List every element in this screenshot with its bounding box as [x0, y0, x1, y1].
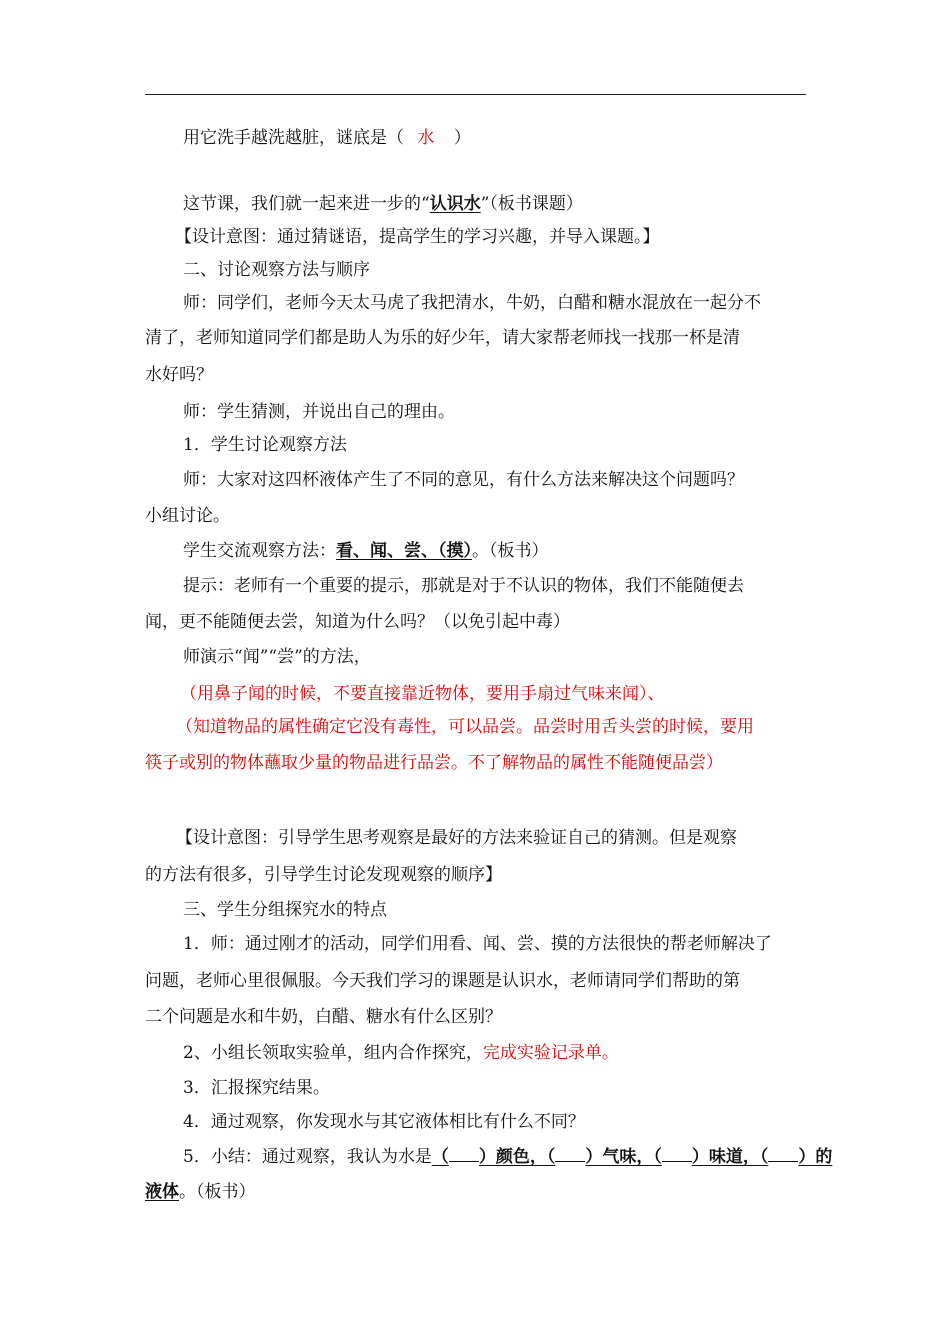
fill-blank-4 — [768, 1145, 798, 1162]
blank-label-of: ）的 — [798, 1147, 833, 1167]
liquid-word: 液体 — [145, 1182, 179, 1202]
teacher-paragraph-3-line-1: 师：大家对这四杯液体产生了不同的意见，有什么方法来解决这个问题吗？ — [183, 470, 744, 490]
taste-note-line-1: （知道物品的属性确定它没有毒性，可以品尝。品尝时用舌头尝的时候，要用 — [176, 717, 754, 737]
exchange-text: 学生交流观察方法： — [183, 541, 336, 561]
fill-blank-3 — [662, 1145, 692, 1162]
teacher-paragraph-3-line-2: 小组讨论。 — [145, 506, 230, 526]
s3-item-1-line-3: 二个问题是水和牛奶，白醋、糖水有什么区别？ — [145, 1007, 502, 1027]
section-3-heading: 三、学生分组探究水的特点 — [183, 900, 387, 920]
s3-item-2-text: 2、小组长领取实验单，组内合作探究， — [183, 1043, 483, 1063]
riddle-close: ） — [453, 128, 471, 148]
observation-methods: 看、闻、尝、（摸） — [336, 541, 472, 561]
taste-note-line-2: 筷子或别的物体蘸取少量的物品进行品尝。不了解物品的属性不能随便品尝） — [145, 753, 723, 773]
exchange-board-note: 。（板书） — [472, 541, 549, 561]
s3-item-1-line-1: 1．师：通过刚才的活动，同学们用看、闻、尝、摸的方法很快的帮老师解决了 — [183, 934, 772, 954]
design-intent-2-line-2: 的方法有很多，引导学生讨论发现观察的顺序】 — [145, 865, 502, 885]
riddle-answer: 水 — [417, 128, 435, 148]
smell-note: （用鼻子闻的时候，不要直接靠近物体，要用手扇过气味来闻）、 — [180, 684, 665, 704]
blank-label-smell: ）气味，（ — [585, 1147, 662, 1167]
teacher-paragraph-2: 师：学生猜测，并说出自己的理由。 — [183, 402, 455, 422]
s3-item-5-text: 5．小结：通过观察，我认为水是 — [183, 1147, 432, 1167]
fill-blank-2 — [555, 1145, 585, 1162]
header-rule — [145, 94, 806, 95]
s3-item-4: 4．通过观察，你发现水与其它液体相比有什么不同？ — [183, 1112, 585, 1132]
design-intent-1: 【设计意图：通过猜谜语，提高学生的学习兴趣，并导入课题。】 — [175, 227, 660, 247]
lesson-title: 认识水 — [429, 194, 481, 214]
section-2-heading: 二、讨论观察方法与顺序 — [183, 260, 370, 280]
item-1-heading: 1．学生讨论观察方法 — [183, 435, 347, 455]
tip-line-1: 提示：老师有一个重要的提示，那就是对于不认识的物体，我们不能随便去 — [183, 576, 744, 596]
blank-label-taste: ）味道，（ — [691, 1147, 769, 1167]
s3-item-5-board-note: 。（板书） — [179, 1182, 256, 1202]
blank-label-color: ）颜色，（ — [478, 1147, 556, 1167]
teacher-paragraph-1-line-1: 师：同学们，老师今天太马虎了我把清水，牛奶，白醋和糖水混放在一起分不 — [183, 293, 761, 313]
exchange-line — [183, 540, 815, 562]
teacher-paragraph-1-line-2: 清了，老师知道同学们都是助人为乐的好少年，请大家帮老师找一找那一杯是清 — [145, 328, 740, 348]
intro-line — [183, 193, 815, 215]
blank-open-1: （ — [431, 1147, 449, 1167]
teacher-paragraph-1-line-3: 水好吗？ — [145, 365, 213, 385]
s3-item-5-line-1 — [183, 1145, 833, 1168]
s3-item-3: 3．汇报探究结果。 — [183, 1078, 330, 1098]
demo-line: 师演示“闻”“尝”的方法， — [183, 647, 371, 667]
intro-text: 这节课，我们就一起来进一步的“ — [183, 194, 430, 214]
intro-board-note: ”（板书课题） — [480, 194, 583, 214]
tip-line-2: 闻，更不能随便去尝，知道为什么吗？（以免引起中毒） — [145, 612, 570, 632]
s3-item-5-line-2 — [145, 1181, 815, 1203]
design-intent-2-line-1: 【设计意图：引导学生思考观察是最好的方法来验证自己的猜测。但是观察 — [176, 828, 737, 848]
s3-item-2-red-text: 完成实验记录单。 — [482, 1043, 619, 1063]
s3-item-1-line-2: 问题，老师心里很佩服。今天我们学习的课题是认识水，老师请同学们帮助的第 — [145, 971, 740, 991]
blank-group-color — [432, 1147, 833, 1167]
s3-item-2 — [183, 1042, 815, 1064]
riddle-text: 用它洗手越洗越脏，谜底是（ — [183, 128, 404, 148]
riddle-line — [183, 127, 815, 149]
fill-blank-1 — [449, 1145, 479, 1162]
